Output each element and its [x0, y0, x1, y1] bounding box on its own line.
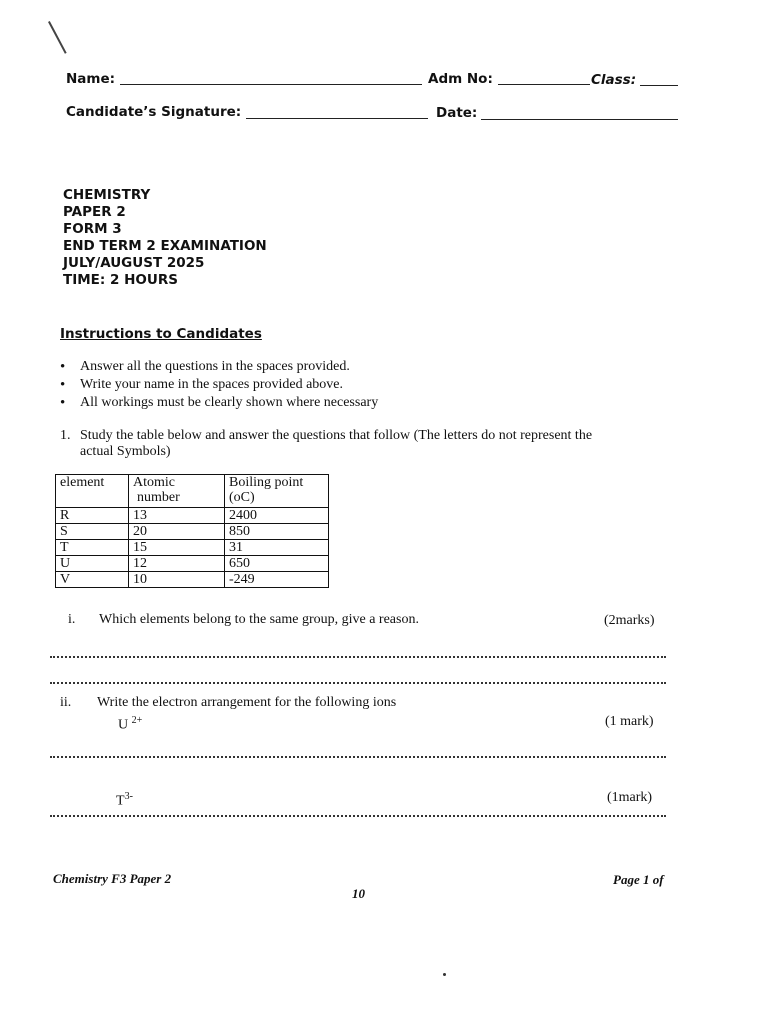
- table-cell: T: [56, 540, 129, 556]
- table-cell: 850: [225, 524, 329, 540]
- table-cell: 10: [129, 572, 225, 588]
- question-number: 1.: [60, 428, 71, 443]
- table-row: [56, 508, 329, 524]
- ion-t-charge: 3-: [124, 791, 133, 802]
- part-i-label: i.: [68, 612, 76, 627]
- table-cell: V: [56, 572, 129, 588]
- part-ii-text: Write the electron arrangement for the following ions: [97, 695, 397, 710]
- paper: PAPER 2: [63, 204, 126, 220]
- table-header-row: [56, 475, 329, 508]
- class-field[interactable]: [640, 85, 678, 86]
- table-cell: 15: [129, 540, 225, 556]
- answer-line[interactable]: [50, 756, 666, 758]
- table-row: [56, 572, 329, 588]
- table-cell: S: [56, 524, 129, 540]
- scan-mark: [48, 21, 66, 53]
- footer-left: Chemistry F3 Paper 2: [53, 871, 172, 886]
- name-field[interactable]: [120, 84, 422, 85]
- date-field[interactable]: [481, 119, 678, 120]
- ion-t-marks: (1mark): [607, 790, 653, 805]
- table-header: (oC): [229, 490, 255, 505]
- elements-table: [55, 474, 329, 588]
- answer-line[interactable]: [50, 815, 666, 817]
- table-header: Atomic: [133, 475, 175, 490]
- instruction-item: • Answer all the questions in the spaces provided.: [58, 358, 578, 376]
- question-text-line1: Study the table below and answer the questions that follow (The letters do not represent the: [80, 428, 593, 443]
- table-header: number: [137, 490, 180, 505]
- table-row: [56, 556, 329, 572]
- table-row: [56, 524, 329, 540]
- form: FORM 3: [63, 221, 122, 237]
- name-label: Name:: [66, 71, 116, 87]
- table-header: Boiling point: [229, 475, 304, 490]
- question-text-line2: actual Symbols): [80, 444, 171, 459]
- ion-u-marks: (1 mark): [605, 714, 654, 729]
- instructions-title: Instructions to Candidates: [60, 326, 262, 342]
- table-cell: R: [56, 508, 129, 524]
- adm-no-field[interactable]: [498, 84, 590, 85]
- subject: CHEMISTRY: [63, 187, 151, 203]
- table-cell: 2400: [225, 508, 329, 524]
- part-i-text: Which elements belong to the same group, give a reason.: [99, 612, 419, 627]
- part-i-marks: (2marks): [604, 613, 655, 628]
- answer-line[interactable]: [50, 682, 666, 684]
- exam-name: END TERM 2 EXAMINATION: [63, 238, 267, 254]
- ion-u: [118, 712, 142, 734]
- footer-right: Page 1 of: [613, 872, 664, 887]
- class-label: Class:: [591, 72, 637, 88]
- table-header: element: [60, 475, 105, 490]
- page-total: 10: [352, 886, 365, 901]
- table-cell: U: [56, 556, 129, 572]
- table-cell: 13: [129, 508, 225, 524]
- table-cell: 650: [225, 556, 329, 572]
- table-cell: -249: [225, 572, 329, 588]
- session: JULY/AUGUST 2025: [63, 255, 205, 271]
- time: TIME: 2 HOURS: [63, 272, 178, 288]
- signature-field[interactable]: [246, 118, 428, 119]
- table-cell: 20: [129, 524, 225, 540]
- answer-line[interactable]: [50, 656, 666, 658]
- exam-info: [63, 187, 267, 289]
- table-row: [56, 540, 329, 556]
- ion-t: [116, 788, 133, 810]
- ion-t-symbol: T: [116, 793, 125, 809]
- adm-no-label: Adm No:: [428, 71, 493, 87]
- table-cell: 12: [129, 556, 225, 572]
- date-label: Date:: [436, 105, 478, 121]
- scan-speck: [443, 973, 446, 976]
- instruction-item: • Write your name in the spaces provided above.: [58, 376, 578, 394]
- instructions-list: [58, 358, 578, 412]
- ion-u-symbol: U: [118, 717, 129, 733]
- table-cell: 31: [225, 540, 329, 556]
- ion-u-charge: 2+: [131, 715, 143, 726]
- part-ii-label: ii.: [60, 695, 72, 710]
- instruction-item: • All workings must be clearly shown where necessary: [58, 394, 578, 412]
- signature-label: Candidate’s Signature:: [66, 104, 242, 120]
